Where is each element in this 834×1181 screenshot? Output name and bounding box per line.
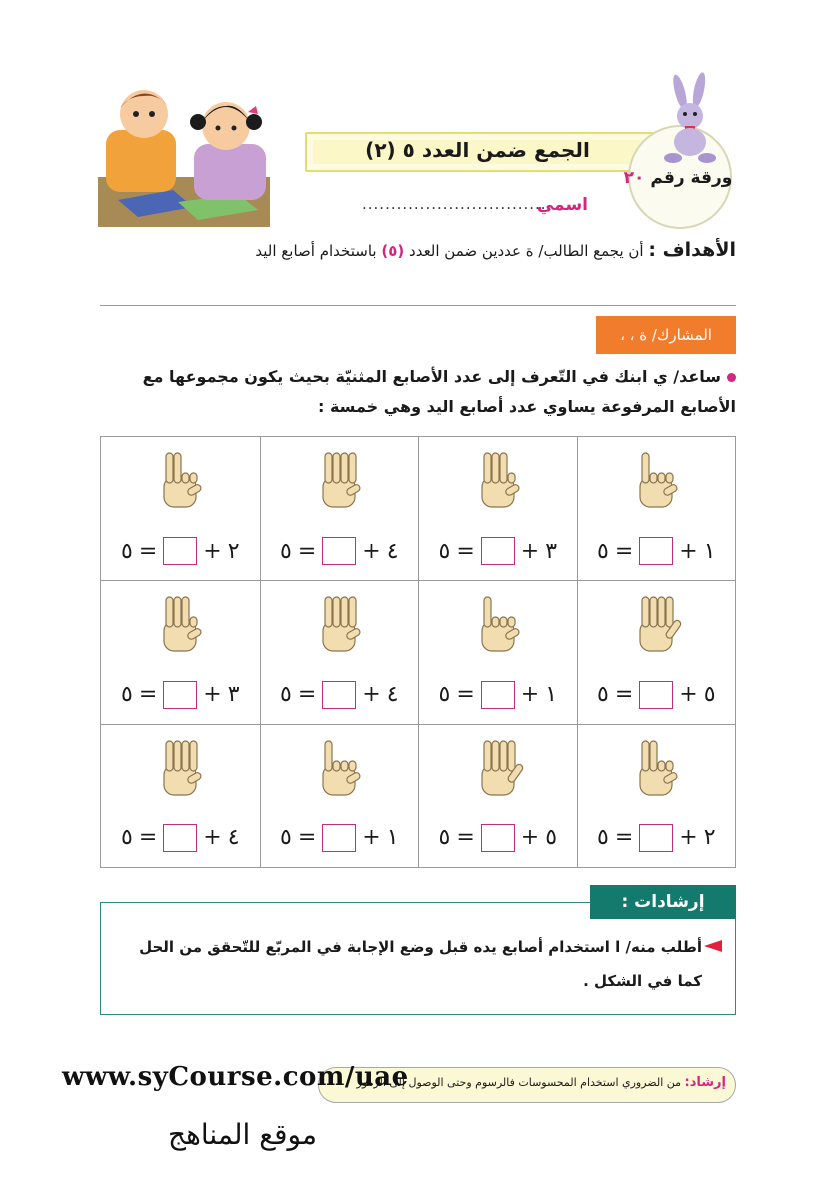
answer-box[interactable] [163,681,197,709]
equals-sign: = [614,682,634,708]
equals-sign: = [456,682,475,708]
kids-illustration [98,82,270,227]
exercise-cell [101,437,260,580]
exercise-cell [260,724,419,867]
equals-sign: = [456,825,475,851]
equals-sign: = [138,825,158,851]
one-finger-up-hand-icon [470,593,526,659]
exercise-cell [577,437,736,580]
exercise-cell [260,580,419,723]
equation [419,823,577,853]
plus-sign: + [362,682,381,708]
equation [261,536,419,566]
goals-line: الأهداف : أن يجمع الطالب/ ة عددين ضمن العدد (٥) باستخدام أصابع اليد [255,239,736,261]
answer-box[interactable] [322,537,356,565]
answer-box[interactable] [481,824,515,852]
exercise-cell [418,724,577,867]
goals-number: (٥) [381,242,405,260]
answer-box[interactable] [163,824,197,852]
equation-sum: ٥ [120,682,133,708]
answer-box[interactable] [481,537,515,565]
plus-sign: + [520,682,540,708]
addend: ١ [545,682,558,708]
name-field[interactable]: ................................ [362,195,547,213]
equation [101,823,260,853]
addend: ١ [703,538,716,564]
addend: ٥ [545,825,558,851]
exercise-grid [100,436,736,868]
exercise-cell [418,580,577,723]
equals-sign: = [297,825,317,851]
one-finger-up-hand-icon [628,449,684,515]
site-url-link[interactable]: www.syCourse.com/uae [62,1062,409,1092]
equation-sum: ٥ [438,825,451,851]
answer-box[interactable] [322,681,356,709]
equation [578,680,736,710]
bullet-icon [727,373,736,382]
footer-label: إرشاد: [684,1075,726,1090]
equals-sign: = [297,538,317,564]
equals-sign: = [456,538,475,564]
plus-sign: + [203,682,222,708]
addend: ٣ [227,682,240,708]
equals-sign: = [138,538,158,564]
addend: ١ [386,825,399,851]
exercise-cell [260,437,419,580]
four-fingers-up-hand-icon [311,449,367,515]
equation-sum: ٥ [279,538,292,564]
plus-sign: + [203,825,222,851]
answer-box[interactable] [163,537,197,565]
open-hand-hand-icon [628,593,684,659]
plus-sign: + [679,538,698,564]
four-fingers-up-hand-icon [311,593,367,659]
equals-sign: = [138,682,158,708]
addend: ٢ [227,538,240,564]
equation [261,823,419,853]
answer-box[interactable] [481,681,515,709]
equation-sum: ٥ [120,825,133,851]
exercise-cell [577,580,736,723]
plus-sign: + [679,682,698,708]
equation [578,823,736,853]
addend: ٤ [227,825,240,851]
equals-sign: = [297,682,317,708]
plus-sign: + [362,538,381,564]
equation-sum: ٥ [438,538,451,564]
page-title: الجمع ضمن العدد ٥ (٢) [365,138,590,162]
site-name: موقع المناهج [168,1118,317,1151]
equation-sum: ٥ [279,682,292,708]
sheet-number: ٢٠ [623,168,645,188]
arrow-icon [704,940,722,952]
hints-text: أطلب منه/ ا استخدام أصابع يده قبل وضع الإجابة في المربّع للتّحقق من الحل كما في الشكل . [139,938,702,990]
exercise-cell [101,724,260,867]
plus-sign: + [203,538,222,564]
divider [100,305,736,306]
hints-label: إرشادات : [590,885,736,919]
exercise-cell [418,437,577,580]
footer-text: إرشاد: من الضروري استخدام المحسوسات فالرسوم وحتى الوصول إلى الرموز [356,1075,726,1090]
equation [578,536,736,566]
equation-sum: ٥ [596,825,609,851]
addend: ٣ [545,538,558,564]
equals-sign: = [614,538,634,564]
name-label: اسمي [536,195,588,215]
plus-sign: + [362,825,381,851]
plus-sign: + [520,825,540,851]
plus-sign: + [679,825,698,851]
equation-sum: ٥ [596,682,609,708]
bunny-icon [655,74,725,166]
answer-box[interactable] [639,824,673,852]
four-fingers-up-hand-icon [152,737,208,803]
addend: ٢ [703,825,716,851]
equals-sign: = [614,825,634,851]
participant-tag: المشارك/ ة ، ، [596,316,736,354]
equation-sum: ٥ [438,682,451,708]
exercise-cell [577,724,736,867]
equation-sum: ٥ [120,538,133,564]
one-finger-up-hand-icon [311,737,367,803]
answer-box[interactable] [322,824,356,852]
equation [419,536,577,566]
three-fingers-up-hand-icon [470,449,526,515]
equation-sum: ٥ [596,538,609,564]
instruction-text: ساعد/ ي ابنك في التّعرف إلى عدد الأصابع المثنيّة بحيث يكون مجموعها مع الأصابع المرفوعة يساوي عدد أصابع اليد وهي خمسة : [142,367,736,416]
equation [101,536,260,566]
equation-sum: ٥ [279,825,292,851]
equation [101,680,260,710]
plus-sign: + [520,538,540,564]
addend: ٤ [386,538,399,564]
equation [261,680,419,710]
answer-box[interactable] [639,537,673,565]
addend: ٤ [386,682,399,708]
two-fingers-up-hand-icon [152,449,208,515]
addend: ٥ [703,682,716,708]
sheet-number-label: ورقة رقم ٢٠ [623,168,733,188]
three-fingers-up-hand-icon [152,593,208,659]
equation [419,680,577,710]
goals-label: الأهداف : [648,239,736,261]
open-hand-hand-icon [470,737,526,803]
exercise-cell [101,580,260,723]
answer-box[interactable] [639,681,673,709]
two-fingers-up-hand-icon [628,737,684,803]
